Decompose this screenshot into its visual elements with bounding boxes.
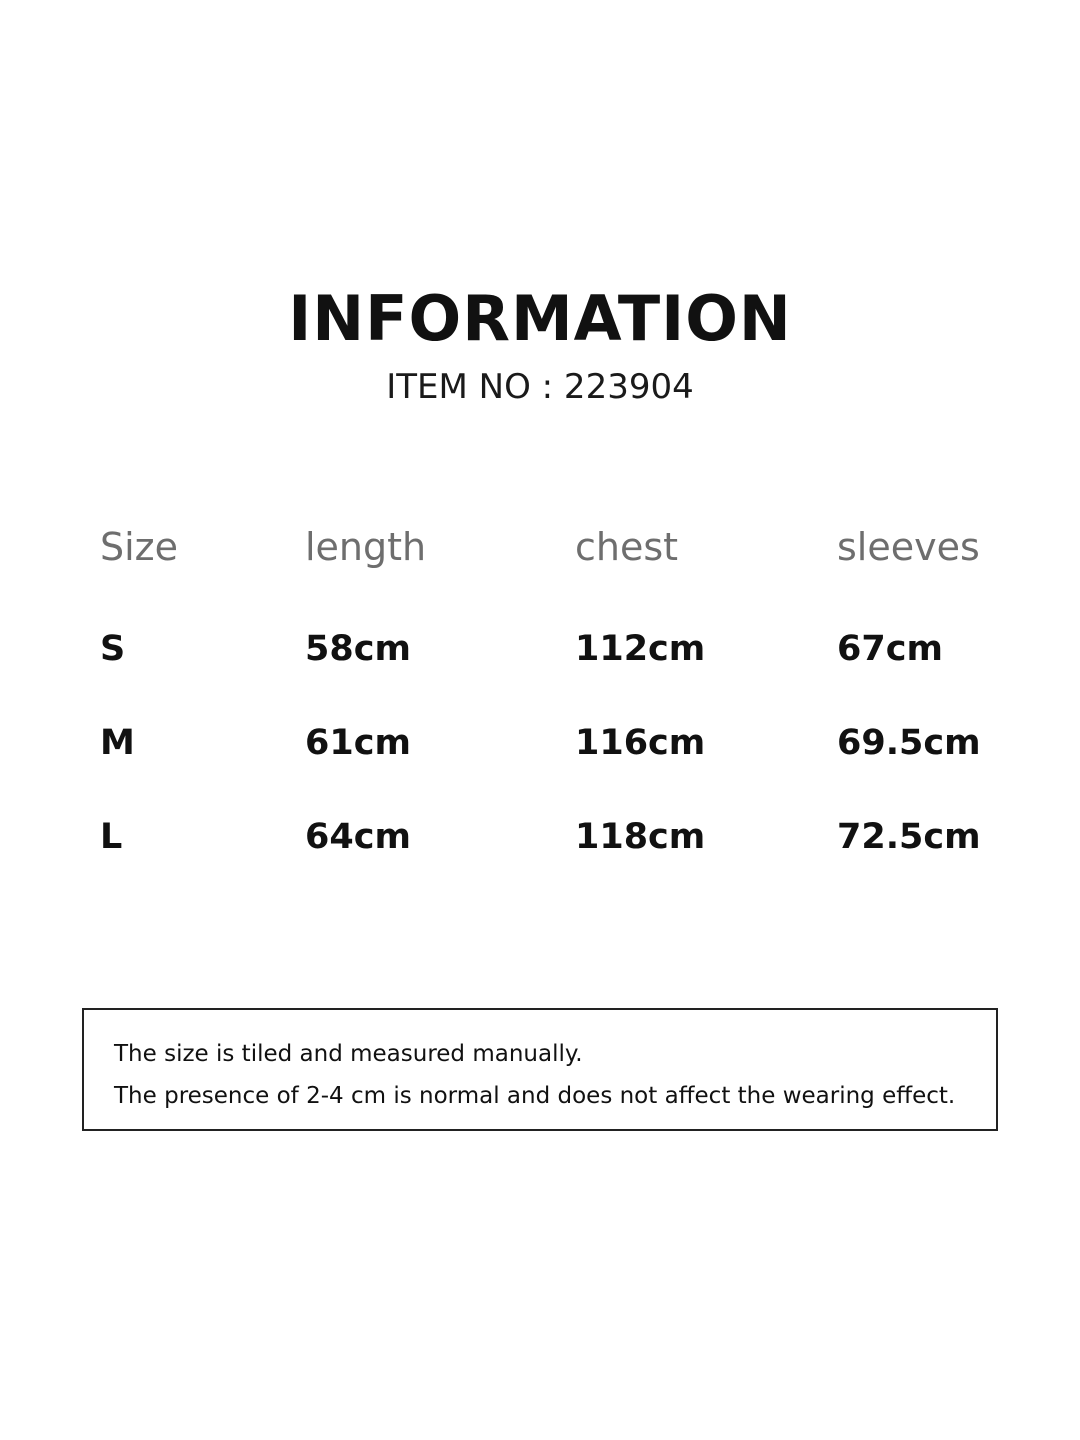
table-row <box>100 820 1020 914</box>
measurement-note-box <box>82 1008 998 1131</box>
cell-size: S <box>100 629 126 669</box>
note-line-2: The presence of 2-4 cm is normal and does not affect the wearing effect. <box>114 1083 956 1109</box>
item-number: ITEM NO : 223904 <box>386 367 694 407</box>
column-header-sleeves: sleeves <box>837 525 980 569</box>
cell-chest: 112cm <box>575 629 706 669</box>
table-row <box>100 632 1020 726</box>
column-header-chest: chest <box>575 525 679 569</box>
cell-sleeves: 67cm <box>837 629 943 669</box>
cell-size: M <box>100 723 135 763</box>
cell-length: 61cm <box>305 723 411 763</box>
cell-sleeves: 72.5cm <box>837 817 981 857</box>
page-title: INFORMATION <box>288 282 792 355</box>
cell-length: 64cm <box>305 817 411 857</box>
note-line-1: The size is tiled and measured manually. <box>114 1041 583 1067</box>
column-header-size: Size <box>100 525 179 569</box>
cell-sleeves: 69.5cm <box>837 723 981 763</box>
table-row <box>100 726 1020 820</box>
cell-size: L <box>100 817 123 857</box>
table-header-row <box>100 528 1020 632</box>
cell-length: 58cm <box>305 629 411 669</box>
cell-chest: 118cm <box>575 817 706 857</box>
size-chart-table <box>100 525 1020 914</box>
cell-chest: 116cm <box>575 723 706 763</box>
column-header-length: length <box>305 525 427 569</box>
